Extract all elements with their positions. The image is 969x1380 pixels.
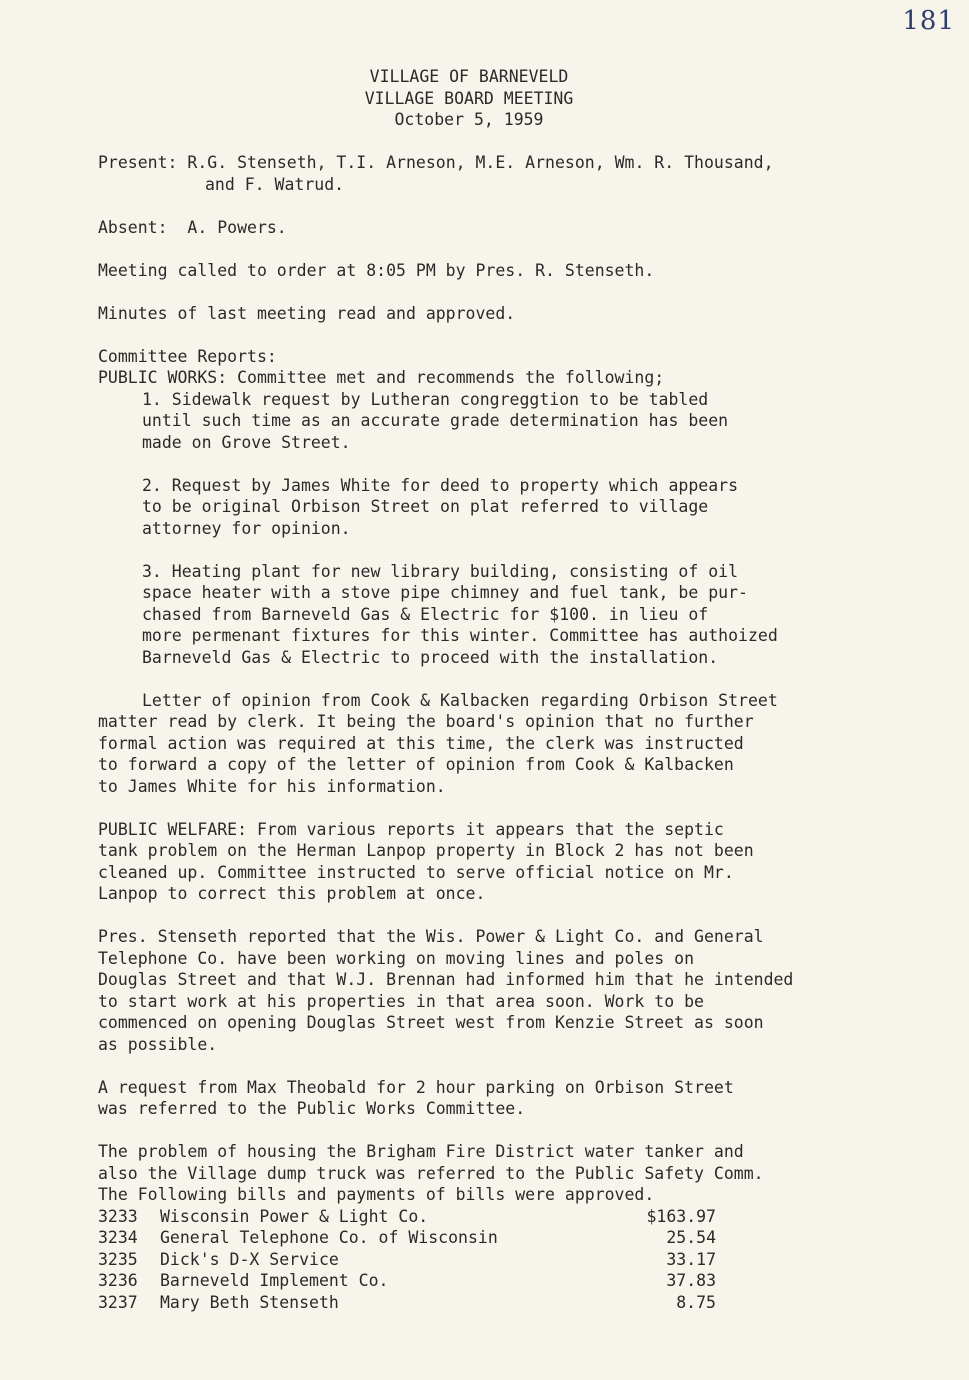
public-works-line: PUBLIC WORKS: Committee met and recommends the following;: [98, 368, 665, 387]
bill-amount: 25.54: [666, 1228, 716, 1247]
bill-number: 3234: [98, 1228, 138, 1247]
committee-reports-section: [98, 346, 868, 669]
called-to-order-line: Meeting called to order at 8:05 PM by Pres. R. Stenseth.: [98, 260, 655, 280]
paragraph-line: Douglas Street and that W.J. Brennan had informed him that he intended: [98, 970, 794, 989]
item-line: Barneveld Gas & Electric to proceed with the installation.: [142, 647, 719, 667]
bill-row: [98, 1292, 868, 1314]
paragraph-line: was referred to the Public Works Committee.: [98, 1099, 526, 1118]
present-label: Present:: [98, 153, 178, 172]
public-works-item-1: [98, 389, 868, 454]
header-meeting-title: VILLAGE BOARD MEETING: [364, 88, 574, 108]
stenseth-report-paragraph: [98, 926, 868, 1055]
present-names-line2: and F. Watrud.: [205, 174, 345, 194]
paragraph-line: A request from Max Theobald for 2 hour parking on Orbison Street: [98, 1077, 734, 1097]
paragraph-line: to start work at his properties in that area soon. Work to be: [98, 991, 704, 1011]
paragraph-line: also the Village dump truck was referred to the Public Safety Comm.: [98, 1163, 764, 1183]
item-line: space heater with a stove pipe chimney and fuel tank, be pur-: [142, 583, 748, 602]
paragraph-line: to forward a copy of the letter of opinion from Cook & Kalbacken: [98, 755, 734, 774]
paragraph-line: commenced on opening Douglas Street west from Kenzie Street as soon: [98, 1013, 764, 1032]
bill-number: 3233: [98, 1206, 138, 1226]
public-welfare-paragraph: [98, 819, 868, 905]
document-header: [98, 66, 840, 131]
paragraph-line: Letter of opinion from Cook & Kalbacken regarding Orbison Street: [142, 690, 778, 710]
letter-of-opinion-paragraph: [98, 690, 868, 798]
bill-amount: 8.75: [676, 1292, 716, 1312]
paragraph-line: Telephone Co. have been working on moving lines and poles on: [98, 948, 695, 968]
parking-request-paragraph: [98, 1077, 868, 1120]
paragraph-line: tank problem on the Herman Lanpop property in Block 2 has not been: [98, 841, 754, 860]
paragraph-line: cleaned up. Committee instructed to serve official notice on Mr.: [98, 862, 734, 882]
bill-payee: General Telephone Co. of Wisconsin: [160, 1228, 498, 1247]
page-number: 181: [902, 6, 955, 36]
housing-problem-paragraph: [98, 1141, 868, 1206]
bill-row: [98, 1270, 868, 1292]
paragraph-line: matter read by clerk. It being the board's opinion that no further: [98, 712, 754, 731]
paragraph-line: PUBLIC WELFARE: From various reports it appears that the septic: [98, 819, 724, 839]
paragraph-line: formal action was required at this time, the clerk was instructed: [98, 733, 744, 753]
public-works-item-2: [98, 475, 868, 540]
item-line: until such time as an accurate grade determination has been: [142, 411, 729, 430]
item-line: 1. Sidewalk request by Lutheran congreggtion to be tabled: [142, 389, 709, 409]
bill-payee: Barneveld Implement Co.: [160, 1271, 389, 1290]
paragraph-line: to James White for his information.: [98, 776, 446, 796]
item-line: attorney for opinion.: [142, 518, 351, 538]
paragraph-line: Pres. Stenseth reported that the Wis. Power & Light Co. and General: [98, 927, 764, 946]
bill-amount: 33.17: [666, 1249, 716, 1269]
paragraph-line: The problem of housing the Brigham Fire District water tanker and: [98, 1142, 744, 1161]
paragraph-line: Lanpop to correct this problem at once.: [98, 884, 486, 903]
committee-reports-title: Committee Reports:: [98, 346, 277, 366]
public-works-item-3: [98, 561, 868, 669]
absent-line: Absent: A. Powers.: [98, 217, 287, 237]
bill-number: 3235: [98, 1249, 138, 1269]
present-section: [98, 152, 868, 195]
item-line: 3. Heating plant for new library building, consisting of oil: [142, 561, 739, 581]
item-line: made on Grove Street.: [142, 432, 351, 452]
minutes-line: Minutes of last meeting read and approved.: [98, 303, 516, 323]
header-village-name: VILLAGE OF BARNEVELD: [369, 67, 569, 86]
item-line: to be original Orbison Street on plat referred to village: [142, 497, 709, 516]
bills-list: [98, 1206, 868, 1314]
bill-row: [98, 1227, 868, 1249]
item-line: 2. Request by James White for deed to property which appears: [142, 475, 739, 495]
paragraph-line: The Following bills and payments of bills were approved.: [98, 1185, 655, 1204]
bill-row: [98, 1206, 868, 1228]
bill-amount: 37.83: [666, 1271, 716, 1290]
bill-number: 3237: [98, 1292, 138, 1312]
document-page: [98, 66, 868, 1313]
item-line: more permenant fixtures for this winter. Committee has authoized: [142, 626, 778, 645]
bill-amount: $163.97: [646, 1206, 716, 1226]
paragraph-line: as possible.: [98, 1034, 218, 1054]
item-line: chased from Barneveld Gas & Electric for $100. in lieu of: [142, 604, 709, 624]
bill-number: 3236: [98, 1271, 138, 1290]
bill-payee: Wisconsin Power & Light Co.: [160, 1206, 429, 1226]
present-names-line1: R.G. Stenseth, T.I. Arneson, M.E. Arneson, Wm. R. Thousand,: [187, 153, 774, 172]
bill-payee: Mary Beth Stenseth: [160, 1292, 339, 1312]
header-date: October 5, 1959: [394, 110, 544, 129]
bill-row: [98, 1249, 868, 1271]
bill-payee: Dick's D-X Service: [160, 1249, 339, 1269]
